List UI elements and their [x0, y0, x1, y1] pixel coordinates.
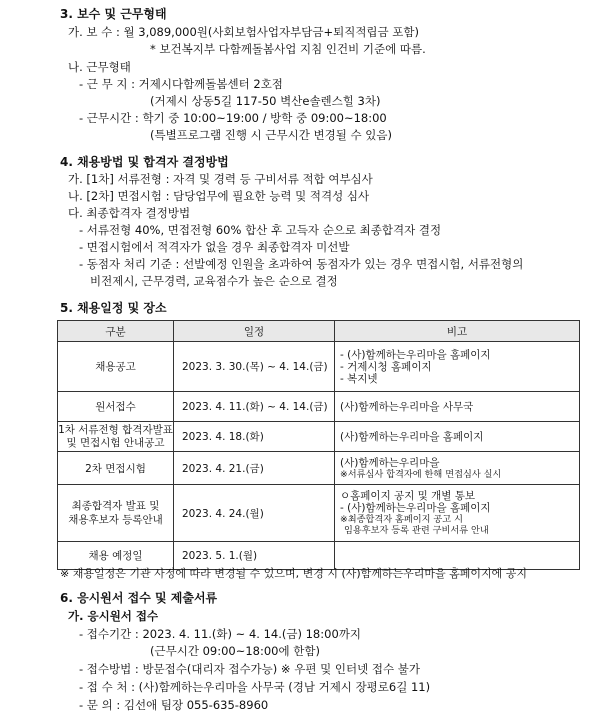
section-5-title: 5. 채용일정 및 장소: [60, 301, 167, 315]
workplace-address: (거제시 상동5길 117-50 벽산e솔렌스힐 3차): [150, 94, 381, 108]
period-value: 2023. 4. 11.(화) ~ 4. 14.(금) 18:00까지: [142, 627, 361, 641]
worktime-label: - 근무시간 :: [79, 111, 139, 125]
office-value: (사)함께하는우리마을 사무국 (경남 거제시 장평로6길 11): [138, 680, 431, 694]
method-1: 가. [1차] 서류전형 : 자격 및 경력 등 구비서류 적합 여부심사: [68, 172, 373, 186]
office-row: [79, 680, 430, 695]
workplace-row: [79, 77, 283, 92]
contact-label: - 문 의 :: [79, 698, 121, 712]
header-schedule: 일정: [174, 321, 335, 342]
header-category: 구분: [58, 321, 174, 342]
period-note: (근무시간 09:00~18:00에 한함): [150, 644, 320, 658]
row-category: [58, 422, 174, 452]
method-3-item-3: - 동점자 처리 기준 : 선발예정 인원을 초과하여 동점자가 있는 경우 면접시험, 서류전형의: [79, 257, 524, 271]
remark-line: - (사)함께하는우리마을 홈페이지: [340, 348, 491, 361]
row-category: 원서접수: [58, 392, 174, 422]
remark-line: - 거제시청 홈페이지: [340, 360, 432, 373]
remark-line: - 복지넷: [340, 372, 378, 385]
row-remarks: [335, 485, 580, 542]
workplace-value: 거제시다함께돌봄센터 2호점: [138, 77, 283, 91]
work-type-title: 나. 근무형태: [68, 60, 131, 74]
contact-row: [79, 698, 268, 713]
row-category-line: 최종합격자 발표 및: [71, 500, 160, 512]
pay-row: [68, 25, 419, 40]
remark-line: (사)함께하는우리마을 사무국: [340, 400, 474, 413]
period-row: [79, 627, 361, 642]
method-2: 나. [2차] 면접시험 : 담당업무에 필요한 능력 및 적격성 심사: [68, 189, 370, 203]
table-row: [58, 452, 580, 485]
row-date: 2023. 5. 1.(월): [174, 542, 335, 570]
pay-label: 가. 보 수 :: [68, 25, 120, 39]
header-remarks: 비고: [335, 321, 580, 342]
section-3-title: 3. 보수 및 근무형태: [60, 7, 167, 21]
worktime-note: (특별프로그램 진행 시 근무시간 변경될 수 있음): [150, 128, 392, 142]
worktime-value: 학기 중 10:00~19:00 / 방학 중 09:00~18:00: [142, 111, 387, 125]
period-label: - 접수기간 :: [79, 627, 139, 641]
row-remarks: [335, 392, 580, 422]
row-date: 2023. 4. 11.(화) ~ 4. 14.(금): [174, 392, 335, 422]
remark-line: (사)함께하는우리마을 홈페이지: [340, 430, 484, 443]
schedule-table: [57, 320, 580, 570]
pay-value: 월 3,089,000원(사회보험사업자부담금+퇴직적립금 포함): [123, 25, 420, 39]
row-date: 2023. 4. 21.(금): [174, 452, 335, 485]
section-4-title: 4. 채용방법 및 합격자 결정방법: [60, 155, 229, 169]
remark-line: (사)함께하는우리마을: [340, 456, 440, 469]
row-category-line: 채용후보자 등록안내: [68, 514, 163, 526]
row-remarks: [335, 342, 580, 392]
row-category: 채용공고: [58, 342, 174, 392]
row-date: 2023. 3. 30.(목) ~ 4. 14.(금): [174, 342, 335, 392]
remark-line: 임용후보자 등록 관련 구비서류 안내: [344, 525, 489, 536]
method-label: - 접수방법 :: [79, 662, 139, 676]
method-row: [79, 662, 420, 677]
office-label: - 접 수 처 :: [79, 680, 135, 694]
pay-note: * 보건복지부 다함께돌봄사업 지침 인건비 기준에 따름.: [150, 42, 426, 56]
row-date: 2023. 4. 18.(화): [174, 422, 335, 452]
row-category: [58, 485, 174, 542]
remark-line: ㅇ홈페이지 공지 및 개별 통보: [340, 490, 476, 502]
row-date: 2023. 4. 24.(월): [174, 485, 335, 542]
row-remarks: [335, 422, 580, 452]
method-3-item-3-cont: 비전제시, 근무경력, 교육점수가 높은 순으로 결정: [90, 274, 338, 288]
workplace-label: - 근 무 지 :: [79, 77, 135, 91]
application-subtitle: 가. 응시원서 접수: [68, 609, 159, 623]
table-row: [58, 485, 580, 542]
contact-value: 김선애 팀장 055-635-8960: [123, 698, 269, 712]
table-row: [58, 342, 580, 392]
section-6-title: 6. 응시원서 접수 및 제출서류: [60, 591, 218, 605]
remark-line: - (사)함께하는우리마을 홈페이지: [340, 502, 491, 514]
schedule-footnote: ※ 채용일정은 기관 사정에 따라 변경될 수 있으며, 변경 시 (사)함께하는우리마을 홈페이지에 공지: [60, 567, 528, 580]
row-category-line: 및 면접시험 안내공고: [66, 436, 165, 449]
method-3-item-2: - 면접시험에서 적격자가 없을 경우 최종합격자 미선발: [79, 240, 350, 254]
table-header-row: [58, 321, 580, 342]
row-category: 채용 예정일: [58, 542, 174, 570]
remark-line: ※서류심사 합격자에 한해 면접심사 실시: [340, 468, 502, 480]
row-category-line: 1차 서류전형 합격자발표: [58, 423, 173, 436]
row-category: 2차 면접시험: [58, 452, 174, 485]
method-3: 다. 최종합격자 결정방법: [68, 206, 191, 220]
remark-line: ※최종합격자 홈페이지 공고 시: [340, 514, 463, 525]
method-3-item-1: - 서류전형 40%, 면접전형 60% 합산 후 고득자 순으로 최종합격자 결정: [79, 223, 442, 237]
table-row: [58, 422, 580, 452]
method-value: 방문접수(대리자 접수가능) ※ 우편 및 인터넷 접수 불가: [142, 662, 420, 676]
row-remarks: [335, 452, 580, 485]
table-row: [58, 392, 580, 422]
worktime-row: [79, 111, 387, 126]
